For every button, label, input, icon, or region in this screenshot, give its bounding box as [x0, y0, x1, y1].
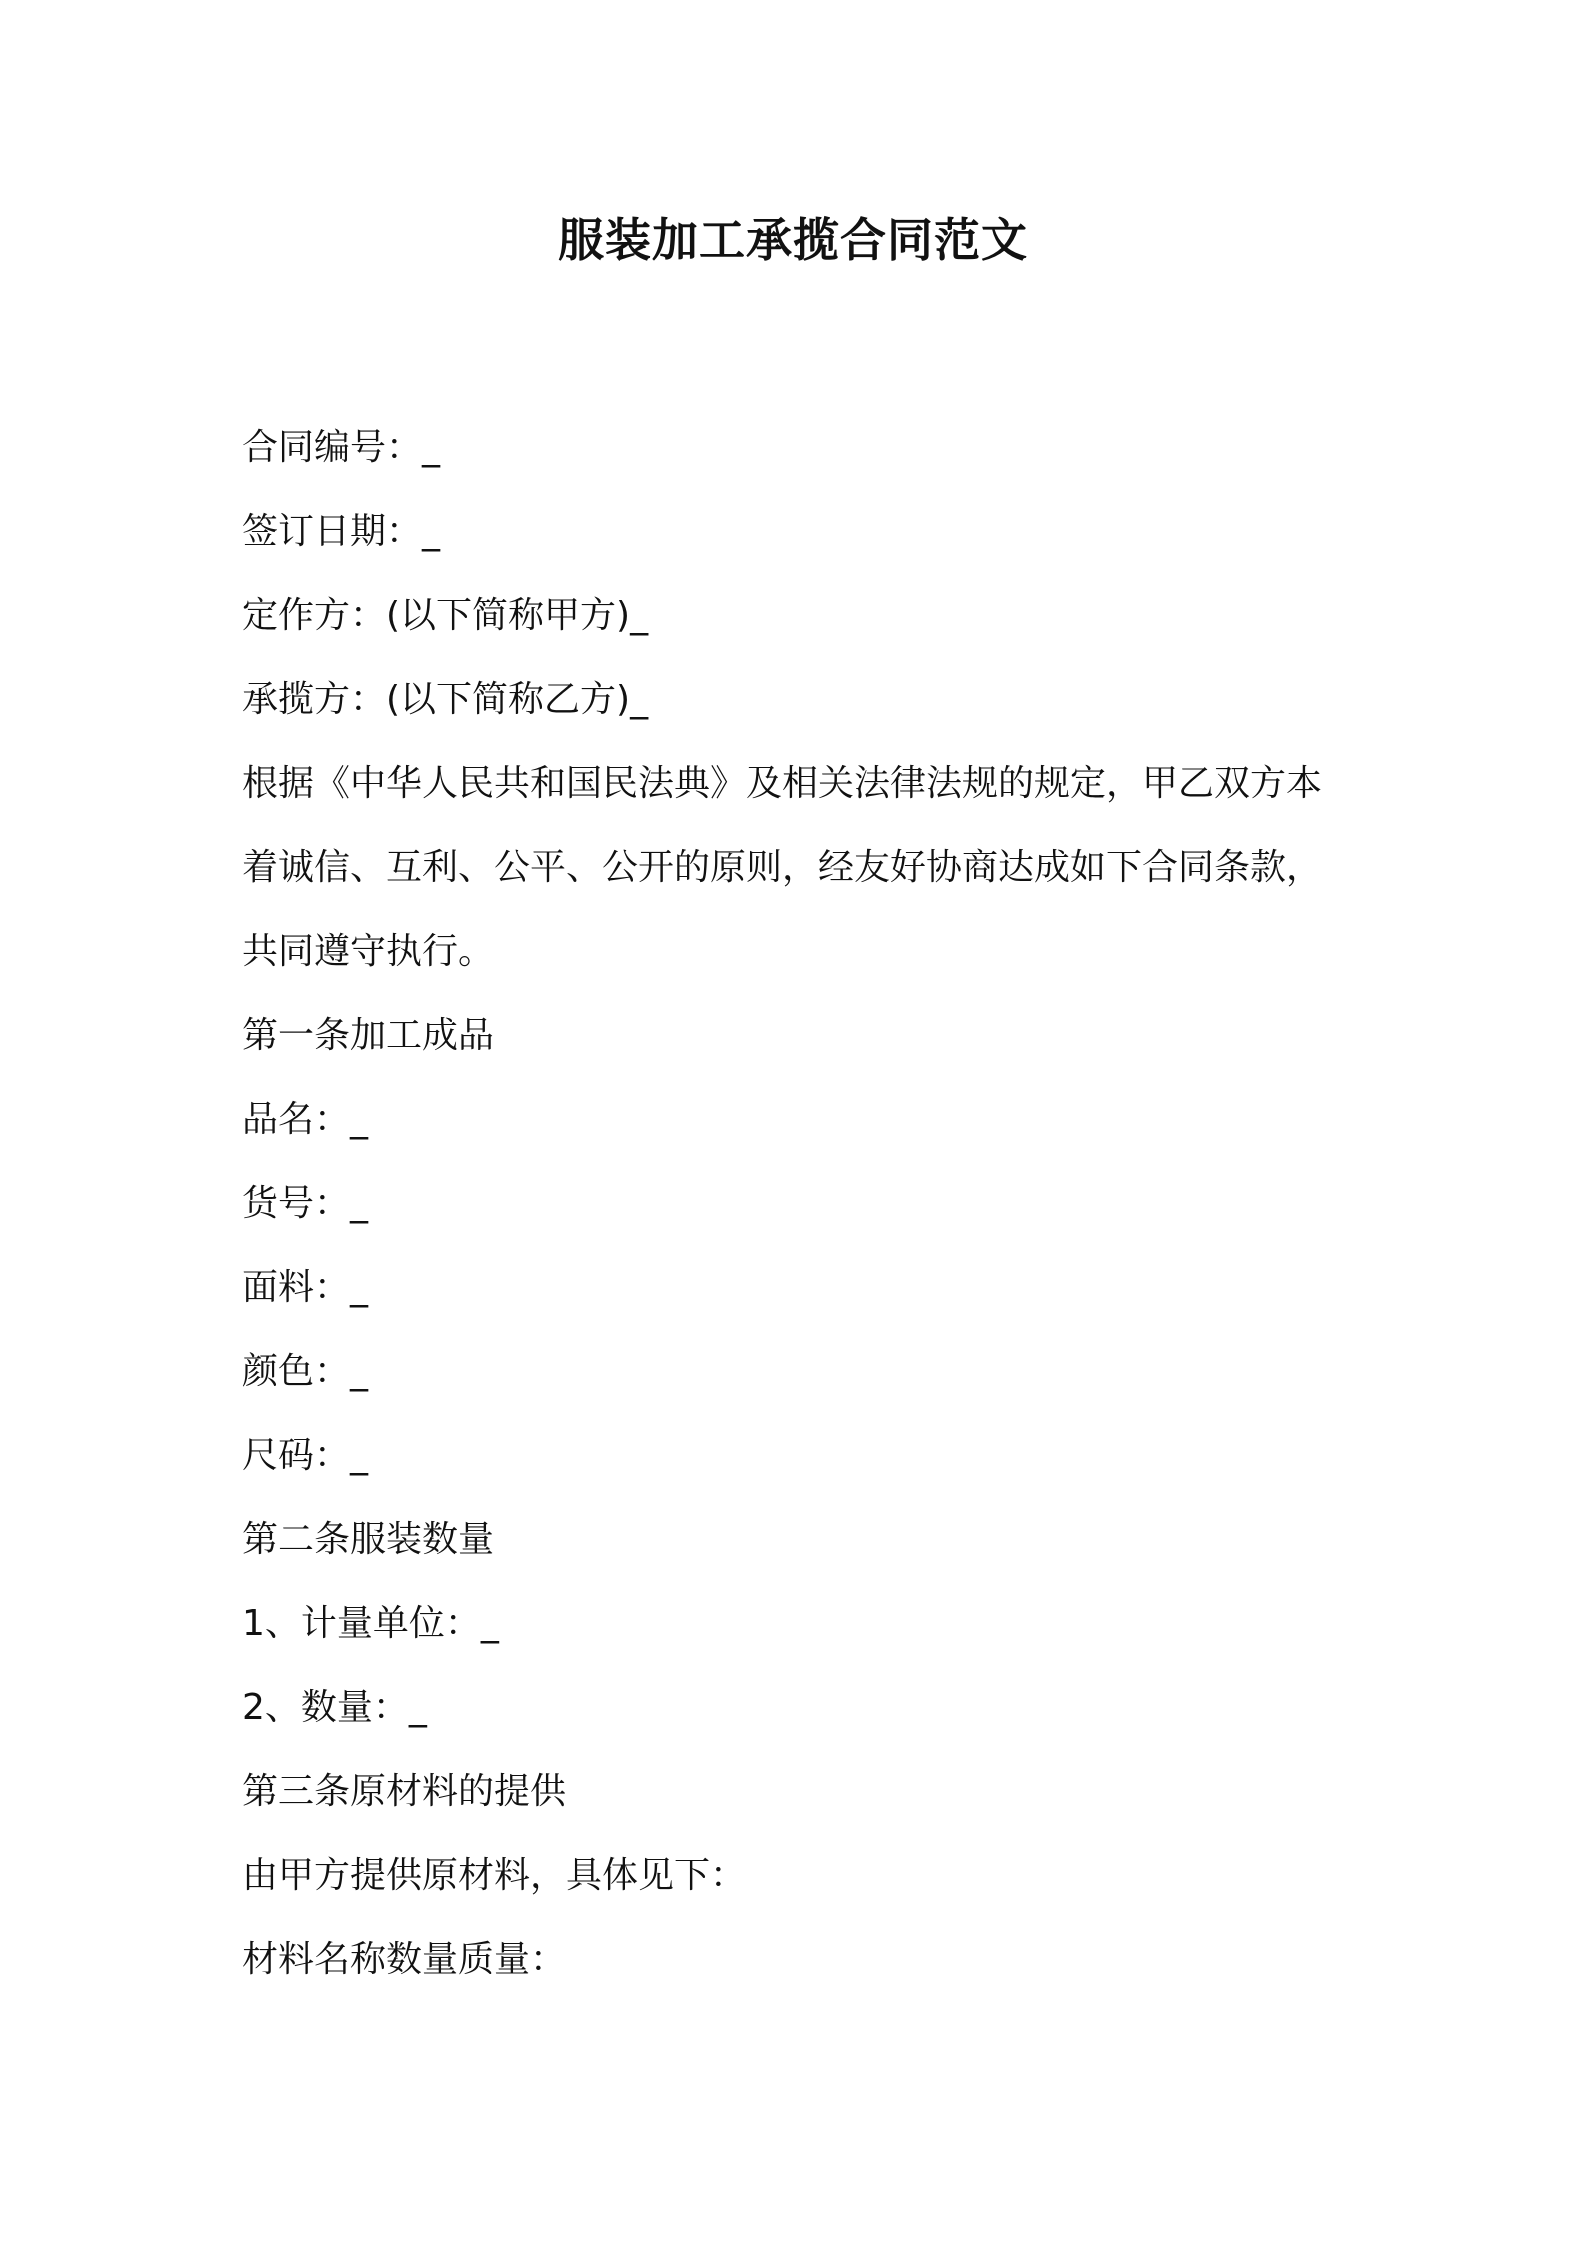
materials-spec-line: 材料名称数量质量：: [242, 1939, 567, 1980]
product-name-line: 品名：_: [242, 1099, 369, 1140]
size-line: 尺码：_: [242, 1435, 369, 1476]
materials-intro-line: 由甲方提供原材料，具体见下：: [242, 1855, 747, 1896]
signing-date-line: 签订日期：_: [242, 511, 441, 552]
preamble-line-1: 根据《中华人民共和国民法典》及相关法律法规的规定，甲乙双方本: [242, 763, 1323, 804]
party-b-line: 承揽方：(以下简称乙方)_: [242, 679, 649, 720]
preamble-line-2: 着诚信、互利、公平、公开的原则，经友好协商达成如下合同条款，: [242, 847, 1323, 888]
document-body: [242, 406, 1372, 2002]
preamble-line-3: 共同遵守执行。: [242, 931, 495, 972]
article-1-heading: 第一条加工成品: [242, 1015, 495, 1056]
party-a-line: 定作方：(以下简称甲方)_: [242, 595, 649, 636]
article-2-heading: 第二条服装数量: [242, 1519, 495, 1560]
quantity-line: 2、数量：_: [242, 1687, 427, 1728]
item-number-line: 货号：_: [242, 1183, 369, 1224]
article-3-heading: 第三条原材料的提供: [242, 1771, 567, 1812]
contract-number-line: 合同编号：_: [242, 427, 441, 468]
fabric-line: 面料：_: [242, 1267, 369, 1308]
color-line: 颜色：_: [242, 1351, 369, 1392]
unit-line: 1、计量单位：_: [242, 1603, 499, 1644]
document-title: 服装加工承揽合同范文: [558, 213, 1028, 267]
